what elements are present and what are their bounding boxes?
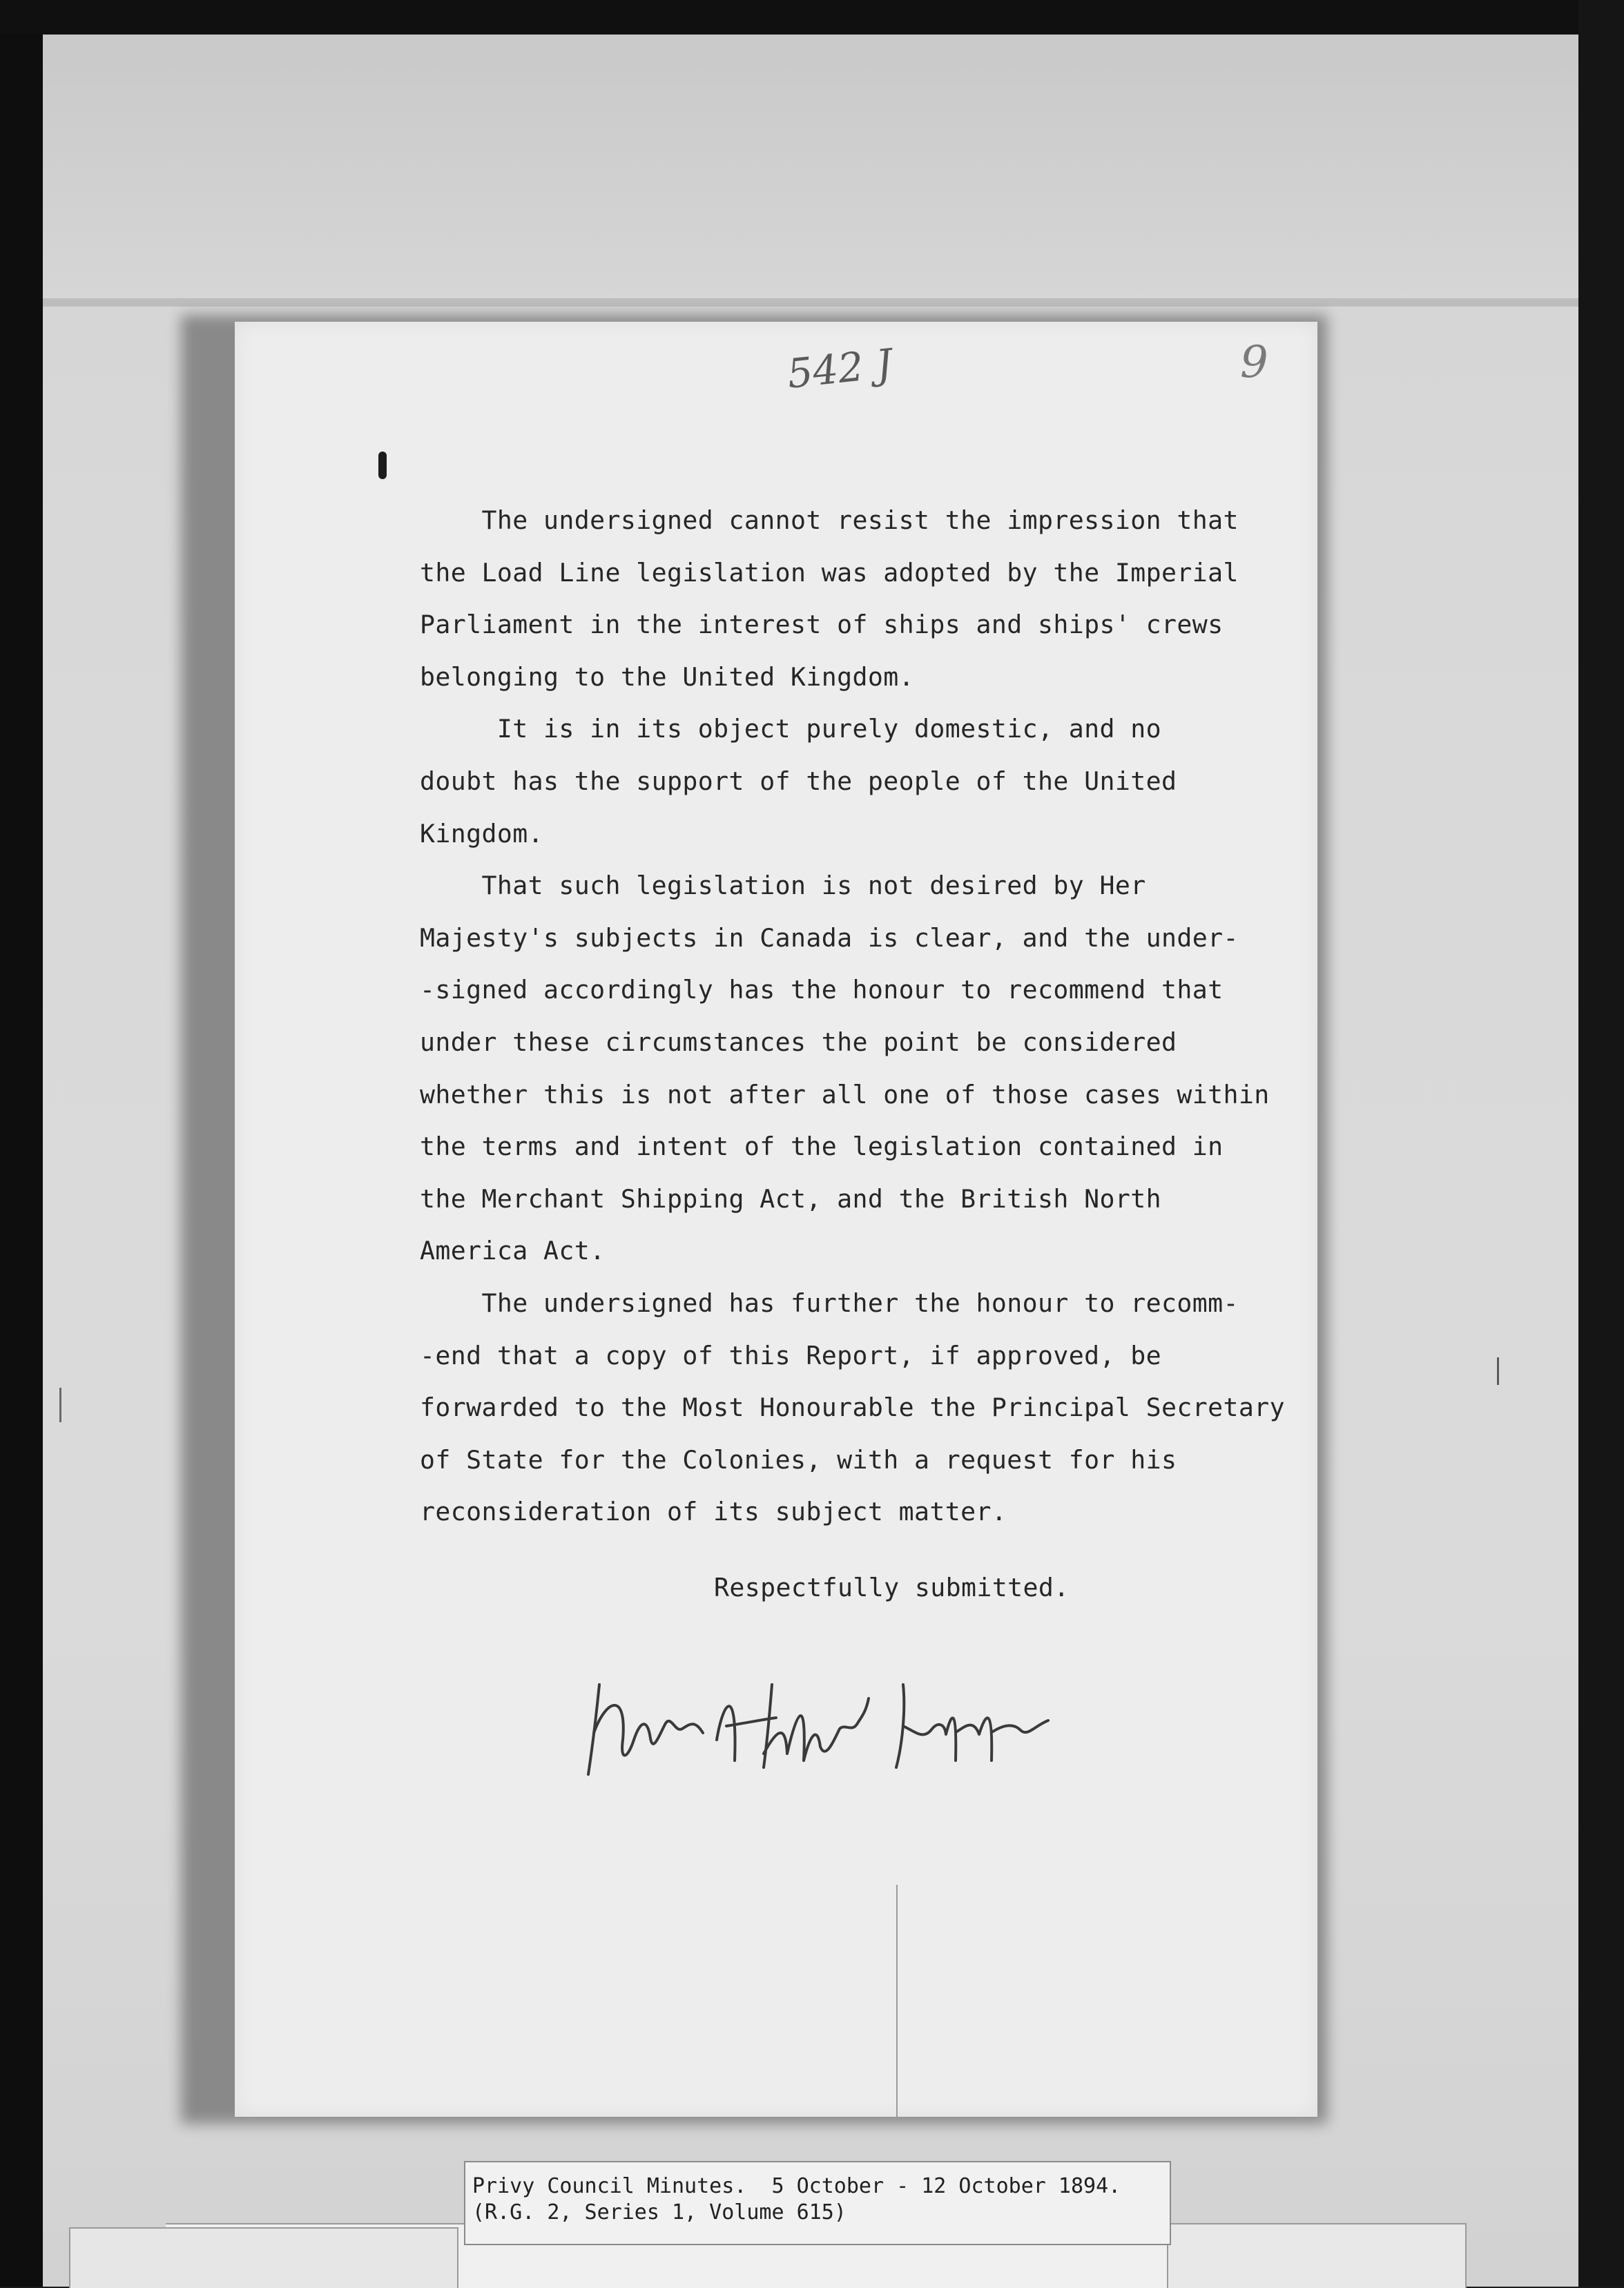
text-line: the terms and intent of the legislation contained in [420,1132,1224,1162]
film-edge-top [0,0,1624,35]
text-line: belonging to the United Kingdom. [420,661,914,692]
mount-tab-right [1167,2223,1467,2288]
page-reference: 542 J [784,340,895,398]
handwritten-signature [579,1657,1062,1788]
text-line: under these circumstances the point be considered [420,1027,1177,1057]
paragraph-1 [420,494,1317,703]
scan-mark-right [1497,1357,1499,1385]
film-edge-left [0,0,43,2287]
text-line: the Merchant Shipping Act, and the British North [420,1183,1161,1214]
scan-mark-left [59,1388,61,1422]
paragraph-2 [420,703,1317,860]
paper-fold-line [896,1885,898,2120]
text-line: forwarded to the Most Honourable the Principal Secretary [420,1393,1285,1423]
text-line: Kingdom. [420,818,543,849]
text-line: the Load Line legislation was adopted by the Imperial [420,557,1239,588]
archive-label-line2: (R.G. 2, Series 1, Volume 615) [472,2200,847,2224]
mount-stripe [43,298,1578,307]
archive-label-line1: Privy Council Minutes. 5 October - 12 October 1894. [472,2174,1121,2198]
text-line: -end that a copy of this Report, if approved, be [420,1340,1161,1370]
text-line: -signed accordingly has the honour to recommend that [420,975,1224,1005]
archive-label-text [472,2173,1121,2226]
page-number: 9 [1240,337,1268,388]
text-line: whether this is not after all one of those cases within [420,1079,1270,1109]
text-line: The undersigned cannot resist the impression that [420,505,1239,535]
film-edge-right [1578,0,1624,2287]
text-line: reconsideration of its subject matter. [420,1497,1007,1527]
mount-tab-left [69,2227,458,2288]
text-line: It is in its object purely domestic, and no [420,714,1161,744]
ink-blot [378,452,387,479]
paragraph-4 [420,1277,1317,1538]
text-line: The undersigned has further the honour to recomm- [420,1288,1239,1318]
text-line: America Act. [420,1236,606,1266]
text-line: doubt has the support of the people of the United [420,766,1177,796]
text-line: of State for the Colonies, with a request for his [420,1444,1177,1475]
text-line: Majesty's subjects in Canada is clear, and the under- [420,922,1239,953]
document-body [420,494,1317,1538]
closing-phrase: Respectfully submitted. [714,1573,1070,1602]
text-line: Parliament in the interest of ships and ships' crews [420,610,1224,640]
text-line: That such legislation is not desired by Her [420,871,1146,901]
paragraph-3 [420,860,1317,1277]
